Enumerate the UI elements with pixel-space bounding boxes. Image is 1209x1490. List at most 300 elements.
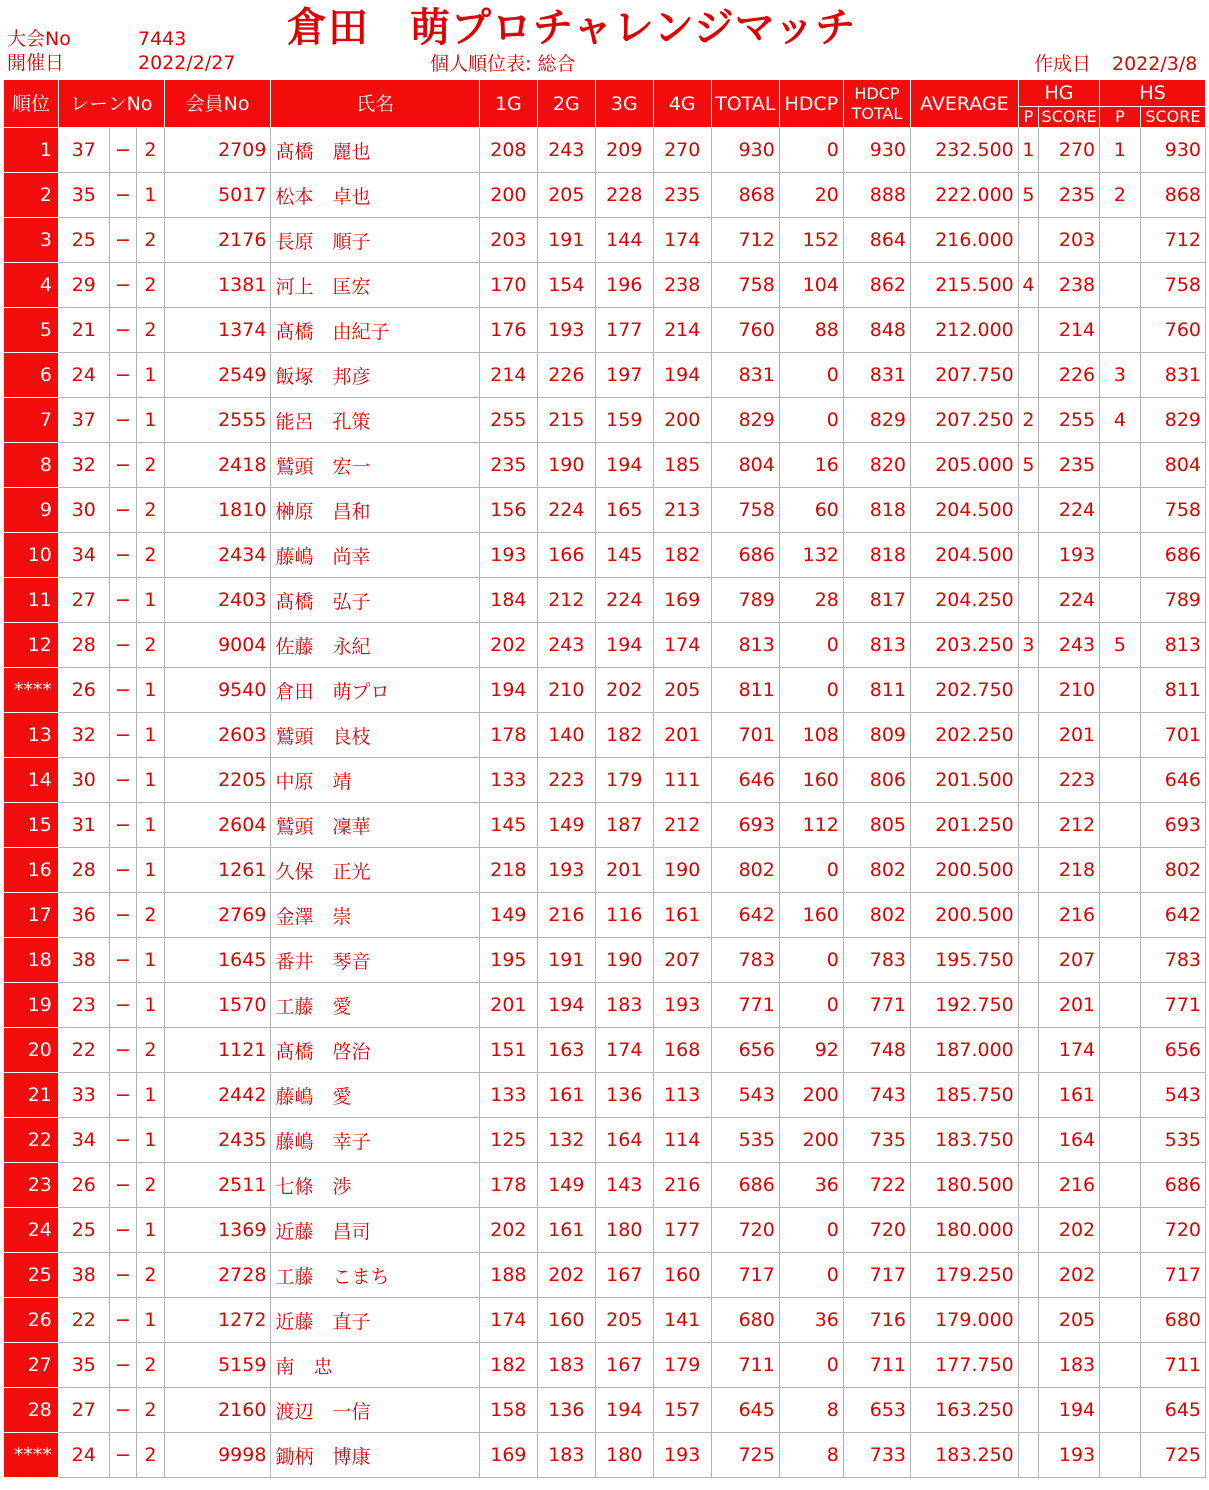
lane-dash-cell: − [109, 1388, 136, 1433]
hs-place-cell [1100, 488, 1141, 533]
name-cell: 髙橋 啓治 [271, 1028, 479, 1073]
member-no-cell: 1810 [164, 488, 271, 533]
average-cell: 204.500 [911, 533, 1019, 578]
game2-cell: 193 [537, 308, 595, 353]
rank-cell: **** [4, 668, 59, 713]
lane-dash-cell: − [109, 488, 136, 533]
hs-score-cell: 783 [1140, 938, 1205, 983]
game4-cell: 168 [653, 1028, 711, 1073]
average-cell: 204.250 [911, 578, 1019, 623]
average-cell: 215.500 [911, 263, 1019, 308]
tournament-label: 大会No [7, 28, 71, 50]
hdcp-cell: 132 [779, 533, 843, 578]
hs-place-cell [1100, 1253, 1141, 1298]
hs-place-cell [1100, 758, 1141, 803]
game2-cell: 161 [537, 1073, 595, 1118]
lane-cell: 31 [58, 803, 109, 848]
lane-cell: 21 [58, 308, 109, 353]
average-cell: 183.750 [911, 1118, 1019, 1163]
hs-score-cell: 701 [1140, 713, 1205, 758]
name-cell: 七條 渉 [271, 1163, 479, 1208]
hs-score-cell: 656 [1140, 1028, 1205, 1073]
lane-side-cell: 1 [137, 1073, 164, 1118]
hdcp-cell: 0 [779, 848, 843, 893]
rank-cell: 27 [4, 1343, 59, 1388]
hg-score-cell: 255 [1039, 398, 1100, 443]
hdcp-total-cell: 711 [843, 1343, 910, 1388]
col-rank: 順位 [4, 80, 59, 128]
lane-dash-cell: − [109, 983, 136, 1028]
table-row [4, 758, 1206, 803]
table-row [4, 443, 1206, 488]
hg-score-cell: 226 [1039, 353, 1100, 398]
hg-score-cell: 183 [1039, 1343, 1100, 1388]
name-cell: 松本 卓也 [271, 173, 479, 218]
col-hg-score: SCORE [1039, 107, 1100, 128]
hdcp-cell: 0 [779, 623, 843, 668]
hg-score-cell: 216 [1039, 893, 1100, 938]
game4-cell: 212 [653, 803, 711, 848]
game2-cell: 190 [537, 443, 595, 488]
average-cell: 180.500 [911, 1163, 1019, 1208]
hg-place-cell [1018, 983, 1038, 1028]
lane-dash-cell: − [109, 173, 136, 218]
hdcp-total-cell: 735 [843, 1118, 910, 1163]
member-no-cell: 2769 [164, 893, 271, 938]
total-cell: 758 [711, 263, 779, 308]
lane-dash-cell: − [109, 1298, 136, 1343]
total-cell: 725 [711, 1433, 779, 1478]
name-cell: 近藤 直子 [271, 1298, 479, 1343]
lane-cell: 22 [58, 1028, 109, 1073]
lane-side-cell: 2 [137, 1163, 164, 1208]
member-no-cell: 1272 [164, 1298, 271, 1343]
hg-place-cell [1018, 353, 1038, 398]
lane-cell: 35 [58, 1343, 109, 1388]
hg-score-cell: 174 [1039, 1028, 1100, 1073]
hs-score-cell: 725 [1140, 1433, 1205, 1478]
hg-place-cell [1018, 1388, 1038, 1433]
hg-score-cell: 202 [1039, 1208, 1100, 1253]
lane-cell: 37 [58, 128, 109, 173]
lane-cell: 27 [58, 578, 109, 623]
total-cell: 693 [711, 803, 779, 848]
hs-place-cell [1100, 713, 1141, 758]
lane-cell: 27 [58, 1388, 109, 1433]
member-no-cell: 1381 [164, 263, 271, 308]
col-name: 氏名 [271, 80, 479, 128]
total-cell: 686 [711, 533, 779, 578]
member-no-cell: 2709 [164, 128, 271, 173]
hdcp-total-cell: 848 [843, 308, 910, 353]
game1-cell: 176 [479, 308, 537, 353]
lane-side-cell: 1 [137, 1208, 164, 1253]
lane-side-cell: 1 [137, 173, 164, 218]
col-game1: 1G [479, 80, 537, 128]
hs-place-cell [1100, 1208, 1141, 1253]
average-cell: 163.250 [911, 1388, 1019, 1433]
hdcp-total-cell: 771 [843, 983, 910, 1028]
game4-cell: 193 [653, 1433, 711, 1478]
hs-place-cell: 2 [1100, 173, 1141, 218]
table-row [4, 1343, 1206, 1388]
rank-cell: 14 [4, 758, 59, 803]
total-cell: 760 [711, 308, 779, 353]
average-cell: 201.250 [911, 803, 1019, 848]
table-row [4, 713, 1206, 758]
total-cell: 868 [711, 173, 779, 218]
col-hs-score: SCORE [1140, 107, 1205, 128]
game1-cell: 178 [479, 713, 537, 758]
lane-side-cell: 2 [137, 1253, 164, 1298]
name-cell: 髙橋 麗也 [271, 128, 479, 173]
game2-cell: 161 [537, 1208, 595, 1253]
total-cell: 758 [711, 488, 779, 533]
game4-cell: 174 [653, 623, 711, 668]
col-hs-place: P [1100, 107, 1141, 128]
total-cell: 543 [711, 1073, 779, 1118]
lane-cell: 38 [58, 1253, 109, 1298]
col-game2: 2G [537, 80, 595, 128]
member-no-cell: 1261 [164, 848, 271, 893]
hg-score-cell: 210 [1039, 668, 1100, 713]
game3-cell: 194 [595, 623, 653, 668]
lane-dash-cell: − [109, 893, 136, 938]
game4-cell: 161 [653, 893, 711, 938]
lane-cell: 26 [58, 1163, 109, 1208]
game3-cell: 180 [595, 1433, 653, 1478]
average-cell: 183.250 [911, 1433, 1019, 1478]
lane-dash-cell: − [109, 398, 136, 443]
hg-score-cell: 214 [1039, 308, 1100, 353]
name-cell: 久保 正光 [271, 848, 479, 893]
ranking-rows [4, 128, 1206, 1478]
lane-side-cell: 1 [137, 398, 164, 443]
game3-cell: 164 [595, 1118, 653, 1163]
game4-cell: 216 [653, 1163, 711, 1208]
hg-score-cell: 216 [1039, 1163, 1100, 1208]
lane-side-cell: 1 [137, 803, 164, 848]
lane-dash-cell: − [109, 1343, 136, 1388]
member-no-cell: 1374 [164, 308, 271, 353]
hs-score-cell: 804 [1140, 443, 1205, 488]
col-hdcp-total-line2: TOTAL [851, 103, 903, 123]
hdcp-cell: 16 [779, 443, 843, 488]
rank-cell: 25 [4, 1253, 59, 1298]
total-cell: 712 [711, 218, 779, 263]
hg-score-cell: 235 [1039, 173, 1100, 218]
rank-cell: 6 [4, 353, 59, 398]
hs-score-cell: 831 [1140, 353, 1205, 398]
average-cell: 177.750 [911, 1343, 1019, 1388]
game2-cell: 194 [537, 983, 595, 1028]
table-row [4, 533, 1206, 578]
lane-side-cell: 2 [137, 218, 164, 263]
game2-cell: 136 [537, 1388, 595, 1433]
hs-place-cell [1100, 668, 1141, 713]
member-no-cell: 2403 [164, 578, 271, 623]
total-cell: 711 [711, 1343, 779, 1388]
created-label: 作成日 [1034, 53, 1092, 75]
name-cell: 鷲頭 宏一 [271, 443, 479, 488]
game2-cell: 191 [537, 938, 595, 983]
game2-cell: 205 [537, 173, 595, 218]
member-no-cell: 1121 [164, 1028, 271, 1073]
hg-score-cell: 270 [1039, 128, 1100, 173]
game2-cell: 149 [537, 803, 595, 848]
table-row [4, 1433, 1206, 1478]
game1-cell: 184 [479, 578, 537, 623]
lane-side-cell: 2 [137, 893, 164, 938]
game3-cell: 205 [595, 1298, 653, 1343]
average-cell: 205.000 [911, 443, 1019, 488]
lane-dash-cell: − [109, 308, 136, 353]
game3-cell: 144 [595, 218, 653, 263]
hdcp-cell: 60 [779, 488, 843, 533]
lane-dash-cell: − [109, 713, 136, 758]
lane-side-cell: 2 [137, 1388, 164, 1433]
hg-place-cell [1018, 938, 1038, 983]
game4-cell: 111 [653, 758, 711, 803]
member-no-cell: 2176 [164, 218, 271, 263]
average-cell: 207.750 [911, 353, 1019, 398]
rank-cell: 21 [4, 1073, 59, 1118]
table-row [4, 263, 1206, 308]
hs-place-cell [1100, 263, 1141, 308]
lane-dash-cell: − [109, 848, 136, 893]
average-cell: 212.000 [911, 308, 1019, 353]
lane-dash-cell: − [109, 1208, 136, 1253]
member-no-cell: 5017 [164, 173, 271, 218]
table-row [4, 623, 1206, 668]
lane-side-cell: 1 [137, 353, 164, 398]
game3-cell: 209 [595, 128, 653, 173]
hdcp-total-cell: 831 [843, 353, 910, 398]
lane-cell: 32 [58, 713, 109, 758]
member-no-cell: 2511 [164, 1163, 271, 1208]
hs-score-cell: 789 [1140, 578, 1205, 623]
lane-side-cell: 1 [137, 1298, 164, 1343]
total-cell: 802 [711, 848, 779, 893]
col-hdcp-total [843, 80, 910, 128]
game3-cell: 116 [595, 893, 653, 938]
name-cell: 長原 順子 [271, 218, 479, 263]
lane-dash-cell: − [109, 128, 136, 173]
total-cell: 645 [711, 1388, 779, 1433]
page-subtitle: 個人順位表: 総合 [430, 53, 576, 75]
name-cell: 番井 琴音 [271, 938, 479, 983]
hg-score-cell: 224 [1039, 578, 1100, 623]
hdcp-cell: 0 [779, 1343, 843, 1388]
game3-cell: 182 [595, 713, 653, 758]
average-cell: 216.000 [911, 218, 1019, 263]
game4-cell: 179 [653, 1343, 711, 1388]
hs-place-cell [1100, 308, 1141, 353]
hg-score-cell: 202 [1039, 1253, 1100, 1298]
lane-side-cell: 2 [137, 263, 164, 308]
hs-score-cell: 535 [1140, 1118, 1205, 1163]
lane-cell: 38 [58, 938, 109, 983]
hdcp-total-cell: 864 [843, 218, 910, 263]
average-cell: 179.000 [911, 1298, 1019, 1343]
rank-cell: 15 [4, 803, 59, 848]
hdcp-cell: 92 [779, 1028, 843, 1073]
hs-score-cell: 680 [1140, 1298, 1205, 1343]
average-cell: 202.250 [911, 713, 1019, 758]
average-cell: 200.500 [911, 848, 1019, 893]
lane-dash-cell: − [109, 758, 136, 803]
game4-cell: 200 [653, 398, 711, 443]
game3-cell: 180 [595, 1208, 653, 1253]
total-cell: 831 [711, 353, 779, 398]
game4-cell: 201 [653, 713, 711, 758]
rank-cell: 3 [4, 218, 59, 263]
rank-cell: 20 [4, 1028, 59, 1073]
game4-cell: 177 [653, 1208, 711, 1253]
table-row [4, 848, 1206, 893]
game1-cell: 174 [479, 1298, 537, 1343]
hdcp-cell: 200 [779, 1118, 843, 1163]
event-date: 2022/2/27 [138, 52, 236, 74]
lane-cell: 34 [58, 1118, 109, 1163]
game4-cell: 141 [653, 1298, 711, 1343]
table-row [4, 938, 1206, 983]
total-cell: 646 [711, 758, 779, 803]
rank-cell: 24 [4, 1208, 59, 1253]
average-cell: 222.000 [911, 173, 1019, 218]
hdcp-cell: 0 [779, 398, 843, 443]
game1-cell: 208 [479, 128, 537, 173]
hg-score-cell: 193 [1039, 533, 1100, 578]
lane-dash-cell: − [109, 1073, 136, 1118]
total-cell: 804 [711, 443, 779, 488]
lane-cell: 24 [58, 353, 109, 398]
table-row [4, 173, 1206, 218]
hg-place-cell [1018, 1208, 1038, 1253]
rank-cell: 4 [4, 263, 59, 308]
table-row [4, 1208, 1206, 1253]
game2-cell: 183 [537, 1433, 595, 1478]
lane-side-cell: 2 [137, 533, 164, 578]
hs-score-cell: 802 [1140, 848, 1205, 893]
created-date: 2022/3/8 [1112, 53, 1198, 75]
lane-cell: 30 [58, 488, 109, 533]
lane-dash-cell: − [109, 938, 136, 983]
hdcp-cell: 0 [779, 1253, 843, 1298]
game3-cell: 197 [595, 353, 653, 398]
name-cell: 工藤 愛 [271, 983, 479, 1028]
game1-cell: 255 [479, 398, 537, 443]
hs-score-cell: 760 [1140, 308, 1205, 353]
hg-place-cell [1018, 488, 1038, 533]
hg-place-cell [1018, 1118, 1038, 1163]
hs-score-cell: 811 [1140, 668, 1205, 713]
hdcp-total-cell: 818 [843, 488, 910, 533]
average-cell: 195.750 [911, 938, 1019, 983]
rank-cell: **** [4, 1433, 59, 1478]
hg-place-cell [1018, 893, 1038, 938]
hg-score-cell: 243 [1039, 623, 1100, 668]
col-hg-place: P [1018, 107, 1038, 128]
rank-cell: 12 [4, 623, 59, 668]
table-row [4, 983, 1206, 1028]
page-title: 倉田 萌プロチャレンジマッチ [287, 5, 857, 51]
game2-cell: 163 [537, 1028, 595, 1073]
hs-place-cell [1100, 938, 1141, 983]
hg-score-cell: 201 [1039, 983, 1100, 1028]
game3-cell: 190 [595, 938, 653, 983]
member-no-cell: 1570 [164, 983, 271, 1028]
lane-dash-cell: − [109, 263, 136, 308]
game1-cell: 145 [479, 803, 537, 848]
lane-dash-cell: − [109, 533, 136, 578]
hdcp-cell: 0 [779, 1208, 843, 1253]
hdcp-total-cell: 818 [843, 533, 910, 578]
hs-score-cell: 693 [1140, 803, 1205, 848]
game1-cell: 125 [479, 1118, 537, 1163]
hs-score-cell: 813 [1140, 623, 1205, 668]
hg-place-cell [1018, 848, 1038, 893]
rank-cell: 16 [4, 848, 59, 893]
lane-side-cell: 1 [137, 983, 164, 1028]
average-cell: 232.500 [911, 128, 1019, 173]
game3-cell: 202 [595, 668, 653, 713]
name-cell: 髙橋 弘子 [271, 578, 479, 623]
lane-side-cell: 2 [137, 128, 164, 173]
game1-cell: 151 [479, 1028, 537, 1073]
hdcp-cell: 0 [779, 983, 843, 1028]
hdcp-cell: 112 [779, 803, 843, 848]
lane-cell: 30 [58, 758, 109, 803]
lane-cell: 36 [58, 893, 109, 938]
game1-cell: 200 [479, 173, 537, 218]
member-no-cell: 2160 [164, 1388, 271, 1433]
hg-place-cell: 3 [1018, 623, 1038, 668]
hdcp-total-cell: 802 [843, 893, 910, 938]
hdcp-total-cell: 930 [843, 128, 910, 173]
hdcp-total-cell: 717 [843, 1253, 910, 1298]
lane-side-cell: 2 [137, 1433, 164, 1478]
name-cell: 佐藤 永紀 [271, 623, 479, 668]
table-row [4, 1118, 1206, 1163]
game2-cell: 191 [537, 218, 595, 263]
hg-score-cell: 194 [1039, 1388, 1100, 1433]
lane-side-cell: 1 [137, 668, 164, 713]
hdcp-cell: 0 [779, 668, 843, 713]
hs-score-cell: 771 [1140, 983, 1205, 1028]
game1-cell: 195 [479, 938, 537, 983]
game3-cell: 194 [595, 1388, 653, 1433]
hdcp-cell: 0 [779, 938, 843, 983]
table-row [4, 1073, 1206, 1118]
game2-cell: 202 [537, 1253, 595, 1298]
name-cell: 鋤柄 博康 [271, 1433, 479, 1478]
lane-dash-cell: − [109, 1253, 136, 1298]
table-row [4, 308, 1206, 353]
hs-place-cell [1100, 983, 1141, 1028]
average-cell: 179.250 [911, 1253, 1019, 1298]
rank-cell: 23 [4, 1163, 59, 1208]
hdcp-total-cell: 817 [843, 578, 910, 623]
game1-cell: 202 [479, 1208, 537, 1253]
hs-place-cell [1100, 1298, 1141, 1343]
name-cell: 藤嶋 尚幸 [271, 533, 479, 578]
total-cell: 535 [711, 1118, 779, 1163]
member-no-cell: 2442 [164, 1073, 271, 1118]
rank-cell: 19 [4, 983, 59, 1028]
lane-side-cell: 1 [137, 713, 164, 758]
average-cell: 201.500 [911, 758, 1019, 803]
